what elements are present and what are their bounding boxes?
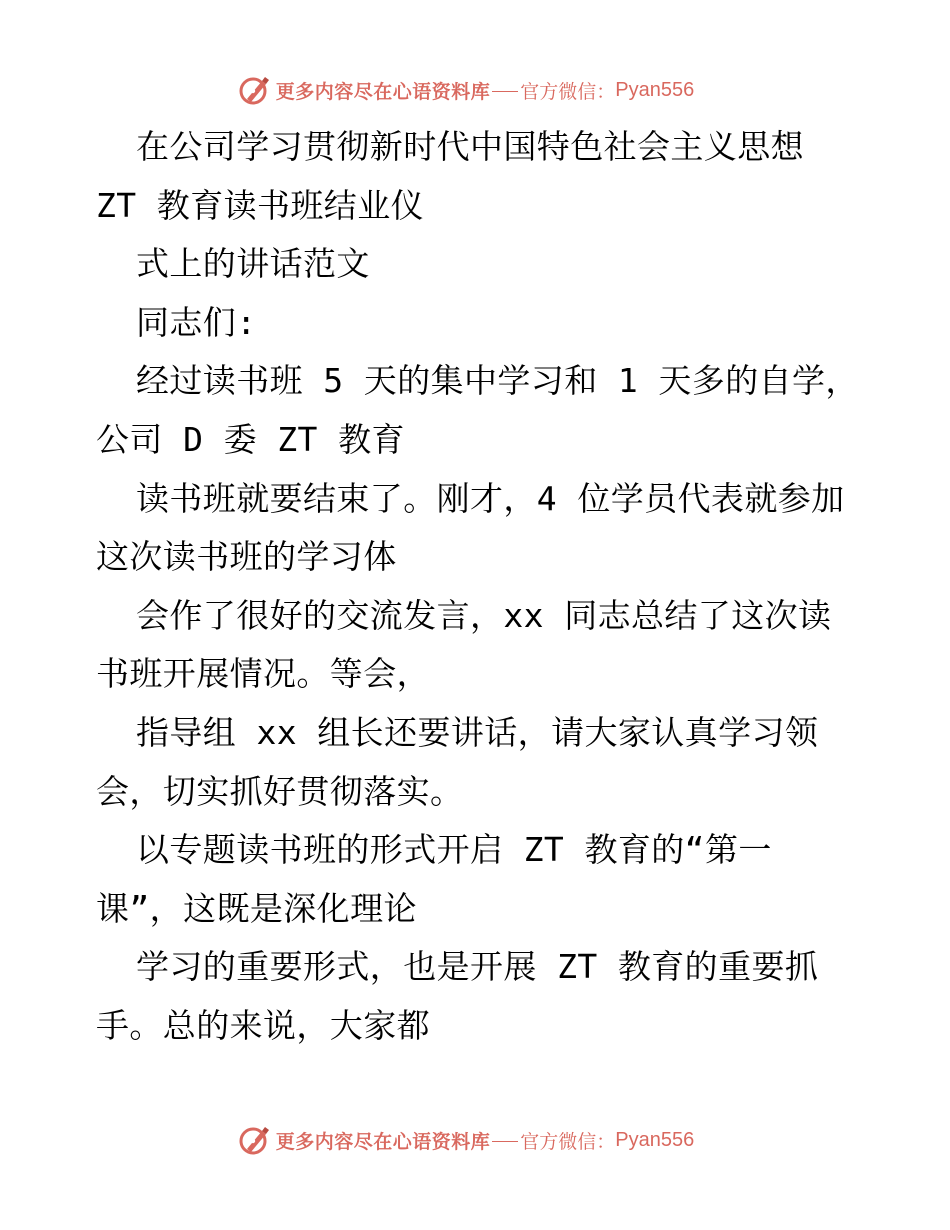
watermark-official-label: 官方微信： xyxy=(520,1130,616,1153)
text-line: 书班开展情况。等会， xyxy=(96,654,430,694)
text-line: ZT 教育读书班结业仪 xyxy=(96,185,425,225)
text-line: 会，切实抓好贯彻落实。 xyxy=(96,771,464,811)
watermark-dash xyxy=(492,1141,518,1142)
watermark-brand: 更多内容尽在心语资料库 xyxy=(275,1130,491,1153)
watermark-wechat-id: Pyan556 xyxy=(615,1128,695,1151)
text-line: 同志们: xyxy=(136,302,257,342)
watermark-brand: 更多内容尽在心语资料库 xyxy=(275,80,491,103)
text-line: 会作了很好的交流发言，xx 同志总结了这次读 xyxy=(136,595,832,635)
footer-watermark xyxy=(0,1120,950,1160)
text-line: 公司 D 委 ZT 教育 xyxy=(96,419,405,459)
document-body xyxy=(96,118,859,1056)
watermark-wechat-id: Pyan556 xyxy=(615,78,695,101)
text-line: 经过读书班 5 天的集中学习和 1 天多的自学， xyxy=(136,361,859,401)
pen-circle-logo-icon xyxy=(238,73,272,107)
text-line: 学习的重要形式，也是开展 ZT 教育的重要抓 xyxy=(136,947,819,987)
text-line: 手。总的来说，大家都 xyxy=(96,1005,430,1045)
text-line: 课”，这既是深化理论 xyxy=(96,888,417,928)
text-line: 以专题读书班的形式开启 ZT 教育的“第一 xyxy=(136,830,772,870)
text-line: 指导组 xx 组长还要讲话，请大家认真学习领 xyxy=(136,712,819,752)
pen-circle-logo-icon xyxy=(238,1123,272,1157)
text-line: 读书班就要结束了。刚才，4 位学员代表就参加 xyxy=(136,478,845,518)
header-watermark xyxy=(0,70,950,110)
watermark-dash xyxy=(492,91,518,92)
text-line: 这次读书班的学习体 xyxy=(96,537,397,577)
text-line: 在公司学习贯彻新时代中国特色社会主义思想 xyxy=(136,127,804,166)
watermark-official-label: 官方微信： xyxy=(520,80,616,103)
text-line: 式上的讲话范文 xyxy=(136,244,370,284)
